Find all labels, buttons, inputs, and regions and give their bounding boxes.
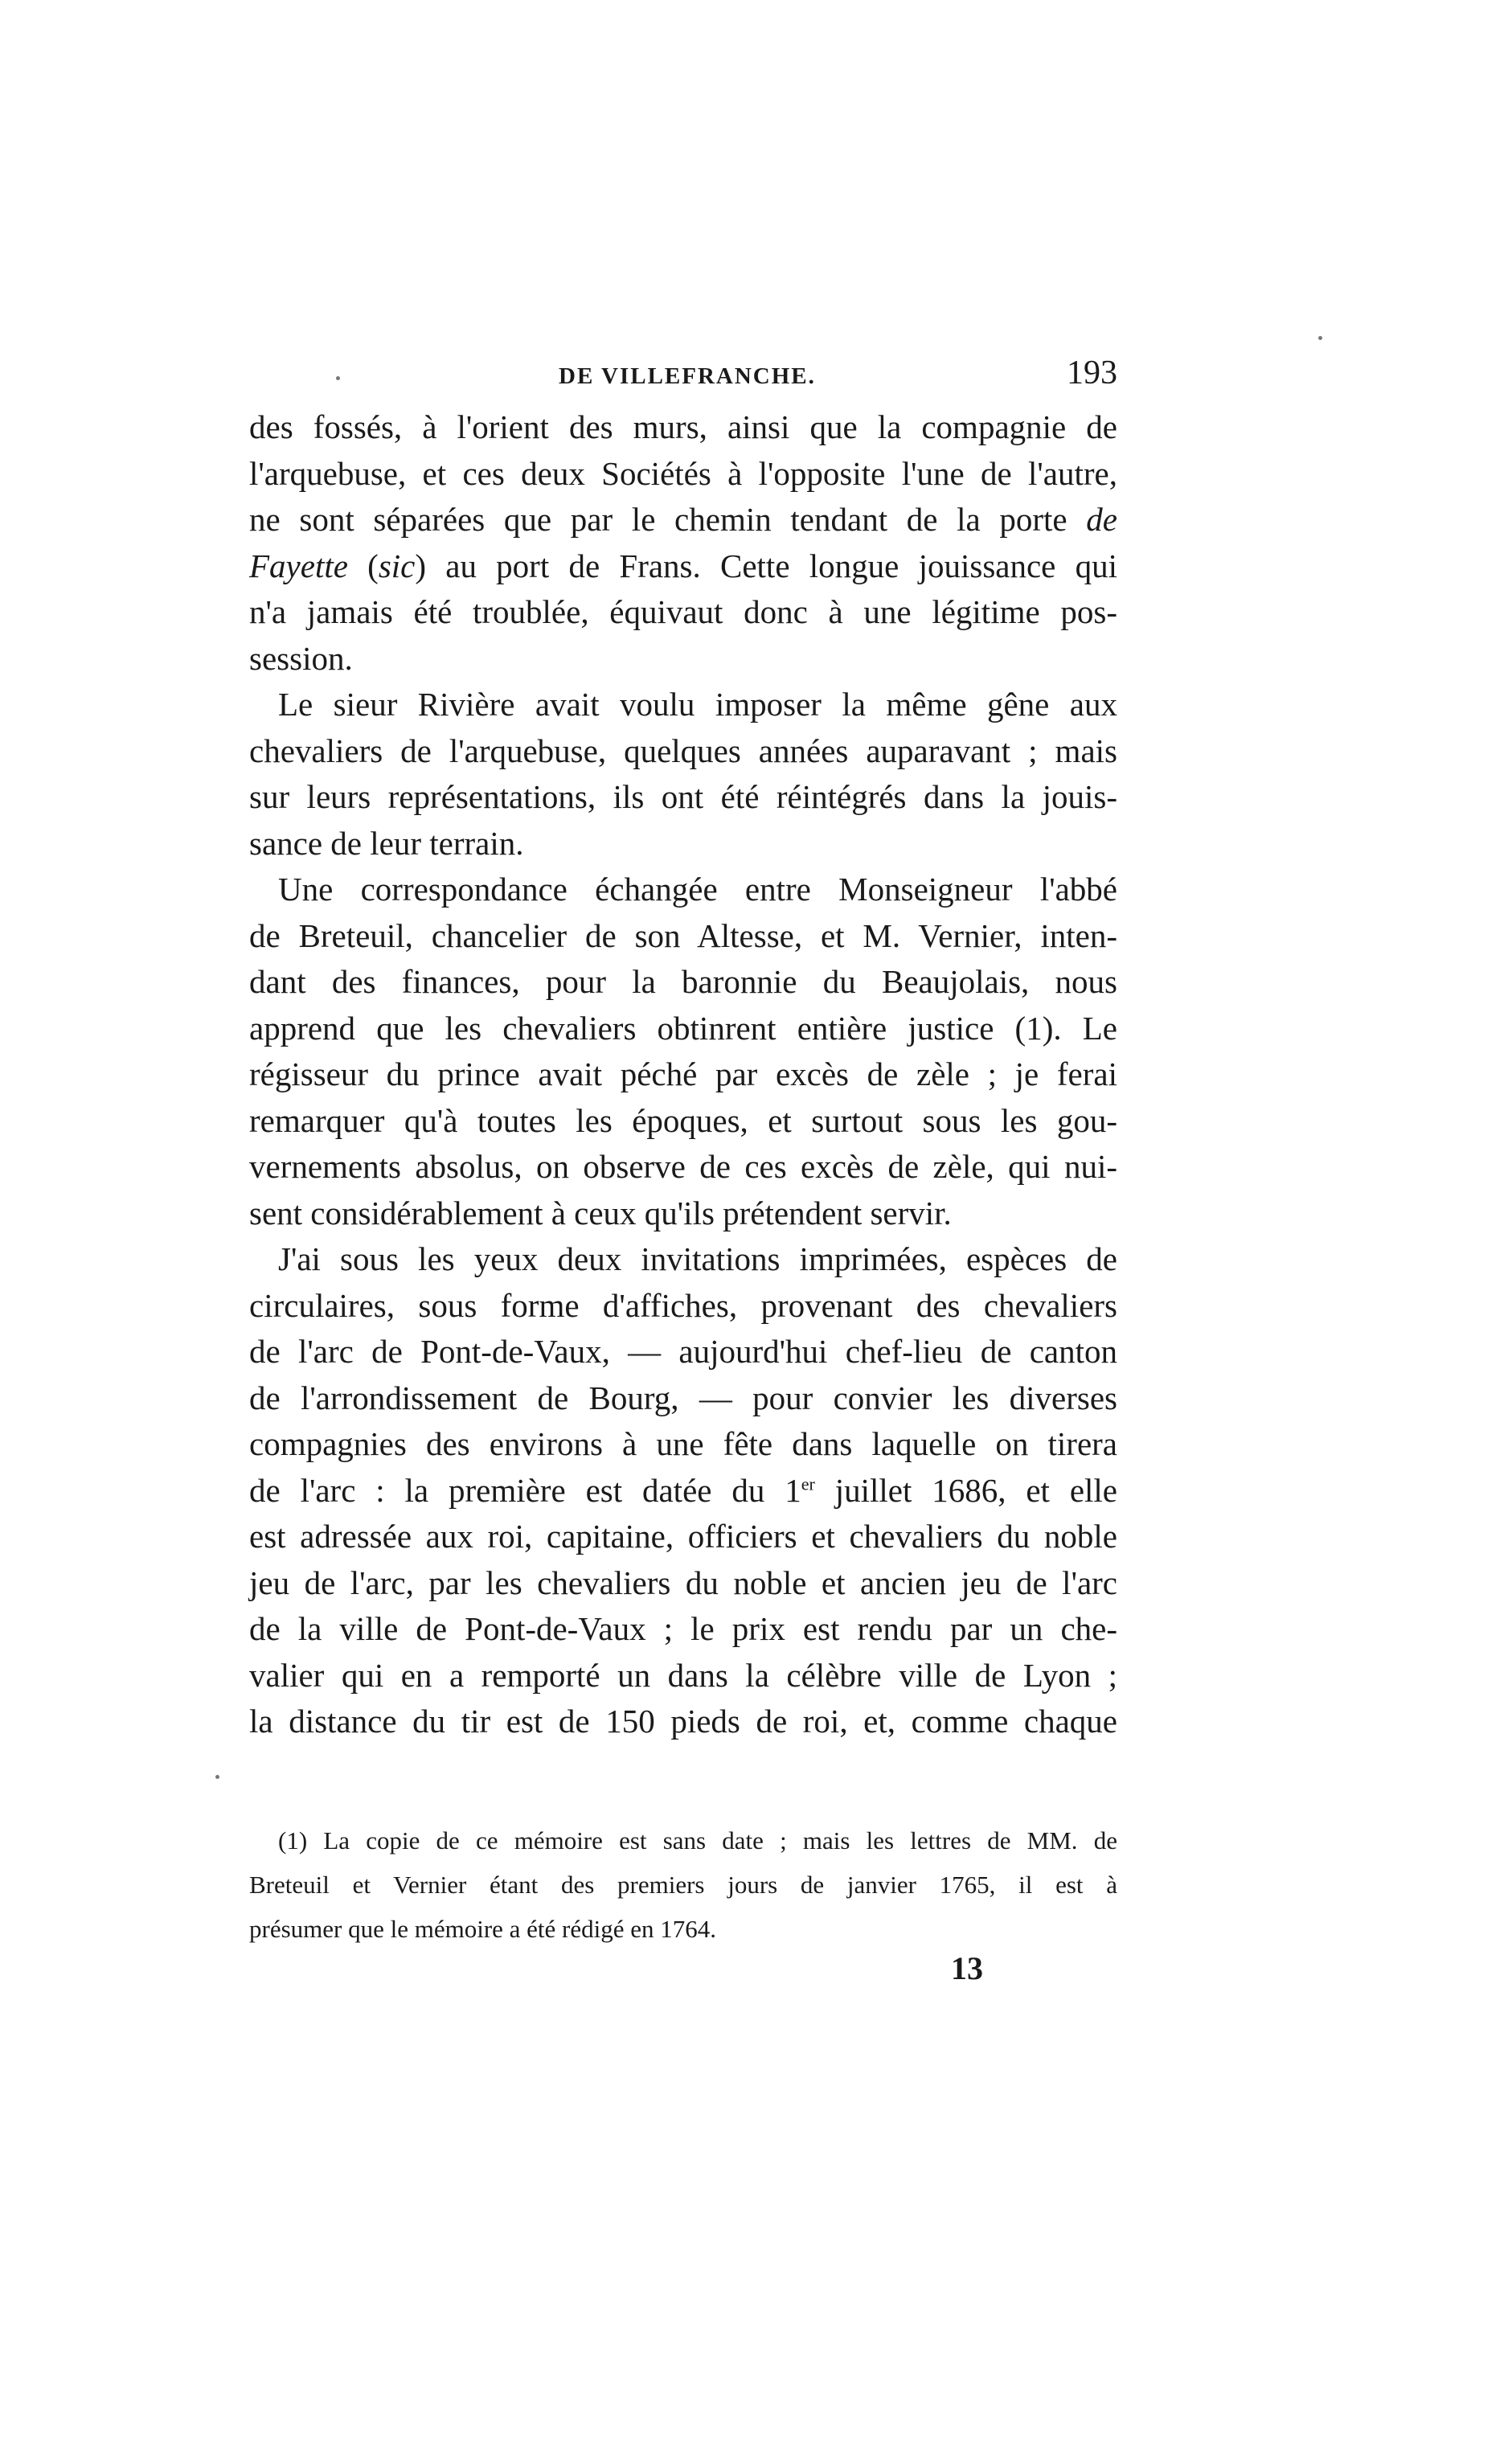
text-line: sent considérablement à ceux qu'ils prétendent servir.: [249, 1194, 952, 1232]
footnote-line: Breteuil et Vernier étant des premiers jours de janvier 1765, il est à: [249, 1871, 1117, 1899]
text-line: sur leurs représentations, ils ont été réintégrés dans la jouis-: [249, 778, 1117, 815]
text-line: la distance du tir est de 150 pieds de roi, et, comme chaque: [249, 1703, 1117, 1740]
text-line: des fossés, à l'orient des murs, ainsi que la compagnie de: [249, 408, 1117, 445]
text-line: valier qui en a remporté un dans la célèbre ville de Lyon ;: [249, 1656, 1117, 1694]
text-line: de l'arrondissement de Bourg, — pour convier les diverses: [249, 1379, 1117, 1416]
text-line: l'arquebuse, et ces deux Sociétés à l'opposite l'une de l'autre,: [249, 454, 1117, 492]
paragraph-1: [249, 404, 1117, 682]
text-line: Le sieur Rivière avait voulu imposer la même gêne aux: [278, 686, 1117, 723]
text-line: session.: [249, 639, 353, 677]
italic-fragment: Fayette: [249, 547, 348, 584]
text-line: sance de leur terrain.: [249, 824, 524, 862]
page-number: 193: [1067, 355, 1117, 391]
paragraph-4: [249, 1236, 1117, 1745]
text-line: Une correspondance échangée entre Monseigneur l'abbé: [278, 871, 1117, 908]
text-line: chevaliers de l'arquebuse, quelques années auparavant ; mais: [249, 732, 1117, 769]
text-line: n'a jamais été troublée, équivaut donc à une légitime pos-: [249, 593, 1117, 630]
line-fragment: juillet 1686, et elle: [814, 1471, 1118, 1509]
text-line: remarquer qu'à toutes les époques, et surtout sous les gou-: [249, 1101, 1117, 1139]
line-fragment: ) au port de Frans. Cette longue jouissance qui: [415, 547, 1117, 584]
text-line: est adressée aux roi, capitaine, officiers et chevaliers du noble: [249, 1518, 1117, 1555]
text-line: [249, 543, 1117, 590]
italic-fragment: de: [1086, 501, 1117, 538]
paragraph-2: [249, 682, 1117, 867]
italic-fragment: sic: [378, 547, 416, 584]
text-line: de l'arc de Pont-de-Vaux, — aujourd'hui chef-lieu de canton: [249, 1333, 1117, 1370]
text-line: circulaires, sous forme d'affiches, provenant des chevaliers: [249, 1286, 1117, 1324]
line-fragment: (: [347, 547, 379, 584]
footnote: [249, 1818, 1117, 1951]
text-line: vernements absolus, on observe de ces excès de zèle, qui nui-: [249, 1148, 1117, 1185]
body-text: [249, 404, 1117, 1745]
text-line: [249, 497, 1117, 543]
signature-mark: 13: [951, 1950, 983, 1986]
text-line: régisseur du prince avait péché par excès de zèle ; je ferai: [249, 1055, 1117, 1092]
ordinal-base: 1: [785, 1471, 801, 1509]
scan-speck: [336, 376, 340, 380]
text-line: dant des finances, pour la baronnie du Beaujolais, nous: [249, 963, 1117, 1000]
paragraph-3: [249, 867, 1117, 1236]
text-line: compagnies des environs à une fête dans laquelle on tirera: [249, 1425, 1117, 1462]
text-line: de Breteuil, chancelier de son Altesse, et M. Vernier, inten-: [249, 916, 1117, 954]
footnote-line: présumer que le mémoire a été rédigé en 1764.: [249, 1915, 717, 1943]
scan-speck: [215, 1775, 219, 1779]
running-head: [249, 354, 1117, 395]
footnote-line: (1) La copie de ce mémoire est sans date ; mais les lettres de MM. de: [278, 1826, 1117, 1854]
text-line: jeu de l'arc, par les chevaliers du noble et ancien jeu de l'arc: [249, 1564, 1117, 1601]
text-line: apprend que les chevaliers obtinrent entière justice (1). Le: [249, 1009, 1117, 1047]
line-fragment: de l'arc : la première est datée du: [249, 1471, 785, 1509]
text-line: [249, 1468, 1117, 1514]
text-line: de la ville de Pont-de-Vaux ; le prix est rendu par un che-: [249, 1610, 1117, 1647]
scan-speck: [1318, 336, 1322, 340]
ordinal-superscript: er: [801, 1473, 815, 1494]
line-fragment: ne sont séparées que par le chemin tendant de la porte: [249, 501, 1087, 538]
text-line: J'ai sous les yeux deux invitations imprimées, espèces de: [278, 1240, 1117, 1277]
running-title: DE VILLEFRANCHE.: [559, 363, 816, 389]
